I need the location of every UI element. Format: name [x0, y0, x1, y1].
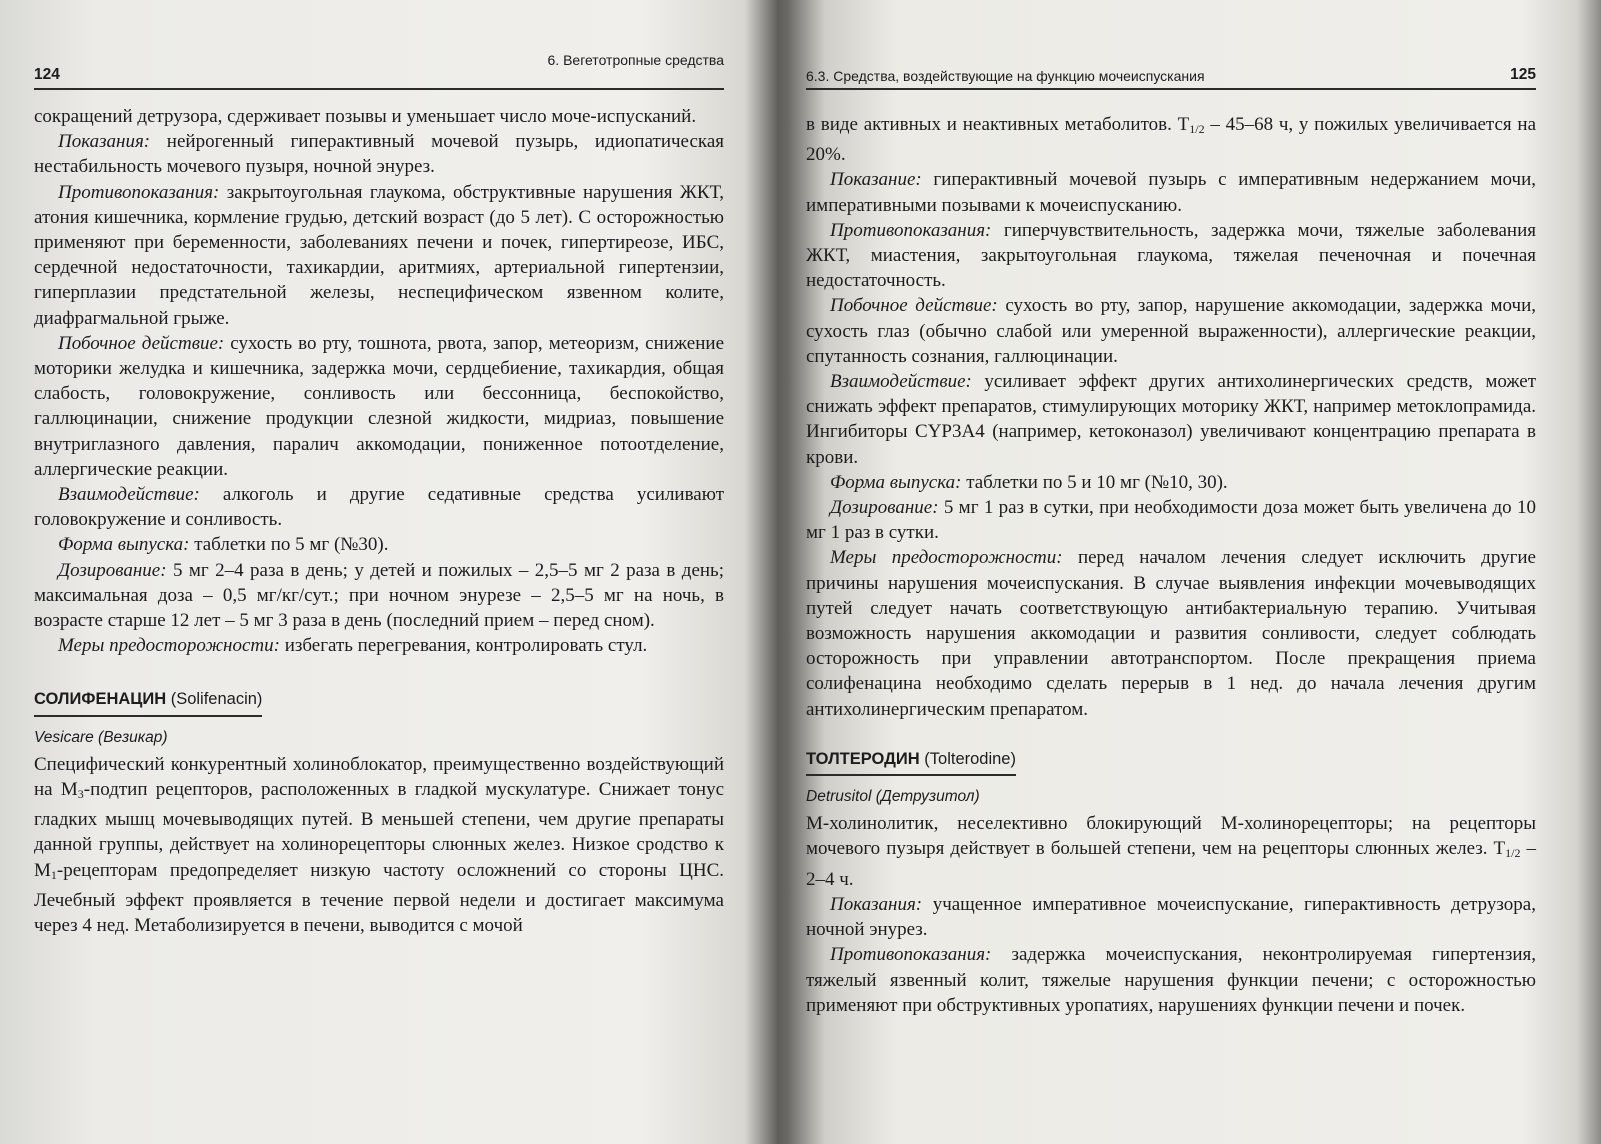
section-text: 5 мг 1 раз в сутки, при необходимости доза может быть увеличена до 10 мг 1 раз в сутки. [806, 497, 1536, 544]
right-page-body [806, 112, 1536, 1018]
section-label: Противопоказания: [58, 181, 220, 203]
paragraph [806, 112, 1536, 167]
section-text: гиперактивный мочевой пузырь с императивным недержанием мочи, императивными позывами к мочеиспусканию. [806, 169, 1536, 216]
drug-name: ТОЛТЕРОДИН [806, 749, 920, 768]
drug-description [806, 811, 1536, 892]
section-label: Противопоказания: [830, 944, 992, 966]
interaction-paragraph [806, 369, 1536, 470]
brand-name: Vesicare (Везикар) [34, 728, 168, 746]
subscript: 1/2 [1189, 122, 1205, 136]
section-label: Форма выпуска: [830, 471, 962, 493]
precautions-paragraph [806, 545, 1536, 721]
section-text: сухость во рту, запор, нарушение аккомодации, задержка мочи, сухость глаз (обычно слабой или умеренной выраженности), аллергические реакции, спутанность сознания, галлюцинации. [806, 295, 1536, 367]
section-text: гиперчувствительность, задержка мочи, тяжелые заболевания ЖКТ, миастения, закрытоугольная глаукома, тяжелая печеночная и почечная недостаточность. [806, 219, 1536, 292]
contraindications-paragraph [34, 180, 724, 331]
drug-latin-name: (Solifenacin) [166, 690, 263, 709]
drug-heading-solifenacin [34, 687, 262, 716]
subscript: 1/2 [1505, 846, 1521, 861]
section-text: перед началом лечения следует исключить другие причины нарушения мочеиспускания. В случае выявления инфекции мочевыводящих путей следует начать соответствующую антибактериальную терапию. Учитывая возможность нарушения аккомодации и развития сонливости, следует соблюдать осторожность при управлении автотранспортом. После прекращения приема солифенацина необходимо сделать перерыв в 1 нед. до начала лечения другим антихолинергическим препаратом. [806, 547, 1536, 720]
text-run: – 2–4 ч. [806, 838, 1536, 890]
section-label: Меры предосторожности: [830, 547, 1063, 569]
drug-latin-name: (Tolterodine) [919, 749, 1016, 768]
interaction-paragraph [34, 482, 724, 532]
section-text: нейрогенный гиперактивный мочевой пузырь, идиопатическая нестабильность мочевого пузыря, ночной энурез. [34, 131, 724, 178]
indications-paragraph [806, 167, 1536, 217]
indications-paragraph [806, 892, 1536, 942]
section-text: таблетки по 5 и 10 мг (№10, 30). [961, 471, 1228, 493]
page-number: 124 [34, 66, 60, 83]
section-label: Показания: [58, 131, 151, 153]
section-label: Меры предосторожности: [58, 635, 280, 657]
indications-paragraph [34, 129, 724, 179]
section-label: Показание: [830, 169, 922, 191]
text-run: – 45–68 ч, у пожилых увеличивается на 20%. [806, 114, 1536, 166]
side-effects-paragraph [34, 331, 724, 482]
drug-description [34, 752, 724, 938]
section-label: Побочное действие: [58, 332, 225, 354]
text-run: М-холинолитик, неселективно блокирующий М-холинорецепторы; на рецепторы мочевого пузыря действует в большей степени, чем на рецепторы слюнных желез. T [806, 813, 1536, 860]
left-page-body [34, 104, 724, 938]
left-page [0, 0, 760, 1144]
right-page-header [806, 48, 1536, 90]
section-text: избегать перегревания, контролировать стул. [279, 635, 648, 657]
section-text: усиливает эффект других антихолинергических средств, может снижать эффект препаратов, стимулирующих моторику ЖКТ, например метоклопрамида. Ингибиторы CYP3A4 (например, кетоконазол) увеличивают концентрацию препарата в крови. [806, 371, 1536, 468]
section-text: алкоголь и другие седативные средства усиливают головокружение и сонливость. [34, 484, 724, 531]
section-text: 5 мг 2–4 раза в день; у детей и пожилых – 2,5–5 мг 2 раза в день; максимальная доза – 0,5 мг/кг/сут.; при ночном энурезе – 2,5–5 мг на ночь, в возрасте старше 12 лет – 5 мг 3 раза в день (последний прием – перед сном). [34, 559, 724, 632]
side-effects-paragraph [806, 293, 1536, 369]
drug-name: СОЛИФЕНАЦИН [34, 690, 167, 709]
running-title: 6. Вегетотропные средства [547, 52, 724, 68]
subscript: 3 [77, 787, 84, 802]
drug-heading-tolterodine [806, 747, 1016, 776]
text-run: Специфический конкурентный холиноблокатор, преимущественно воздействующий на М [34, 753, 724, 801]
dosage-paragraph [34, 558, 724, 634]
section-label: Показания: [830, 893, 923, 915]
form-paragraph [806, 470, 1536, 495]
section-text: сухость во рту, тошнота, рвота, запор, метеоризм, снижение моторики желудка и кишечника, задержка мочи, сердцебиение, тахикардия, общая слабость, головокружение, сонливость или бессонница, беспокойство, галлюцинации, снижение продукции слезной жидкости, мидриаз, повышение внутриглазного давления, паралич аккомодации, пониженное потоотделение, аллергические реакции. [34, 332, 724, 480]
section-text: таблетки по 5 мг (№30). [189, 534, 389, 556]
precautions-paragraph [34, 633, 724, 658]
paragraph: сокращений детрузора, сдерживает позывы и уменьшает число моче-испусканий. [34, 106, 697, 127]
dosage-paragraph [806, 495, 1536, 545]
page-number: 125 [1510, 66, 1536, 83]
section-label: Побочное действие: [830, 295, 998, 317]
text-run: -рецепторам предопределяет низкую частоту осложнений со стороны ЦНС. Лечебный эффект проявляется в течение первой недели и достигает максимума через 4 нед. Метаболизируется в печени, выводится с мочой [34, 859, 724, 937]
right-page [760, 0, 1601, 1144]
section-label: Взаимодействие: [58, 484, 200, 506]
section-label: Форма выпуска: [58, 534, 190, 556]
section-label: Дозирование: [830, 497, 939, 519]
section-label: Взаимодействие: [830, 371, 972, 393]
section-label: Дозирование: [58, 559, 167, 581]
brand-name: Detrusitol (Детрузитол) [806, 788, 980, 806]
section-text: закрытоугольная глаукома, обструктивные нарушения ЖКТ, атония кишечника, кормление грудью, детский возраст (до 5 лет). С осторожностью применяют при беременности, заболеваниях печени и почек, гипертиреозе, ИБС, сердечной недостаточности, тахикардии, аритмиях, артериальной гипертензии, гиперплазии предстательной железы, неспецифическом язвенном колите, диафрагмальной грыже. [34, 181, 724, 329]
section-text: задержка мочеиспускания, неконтролируемая гипертензия, тяжелый язвенный колит, тяжелые нарушения функции печени; с осторожностью применяют при обструктивных уропатиях, нарушениях функции печени и почек. [806, 944, 1536, 1016]
contraindications-paragraph [806, 218, 1536, 294]
contraindications-paragraph [806, 942, 1536, 1018]
text-run: в виде активных и неактивных метаболитов. T [806, 114, 1190, 135]
section-text: учащенное императивное мочеиспускание, гиперактивность детрузора, ночной энурез. [806, 893, 1536, 941]
subscript: 1 [50, 867, 57, 882]
running-title: 6.3. Средства, воздействующие на функцию мочеиспускания [806, 68, 1205, 84]
text-run: -подтип рецепторов, расположенных в гладкой мускулатуре. Снижает тонус гладких мышц мочевыводящих путей. В меньшей степени, чем другие препараты данной группы, действует на холинорецепторы слюнных желез. Низкое сродство к М [34, 779, 725, 881]
left-page-header [34, 48, 724, 90]
section-label: Противопоказания: [830, 219, 992, 241]
form-paragraph [34, 532, 724, 557]
